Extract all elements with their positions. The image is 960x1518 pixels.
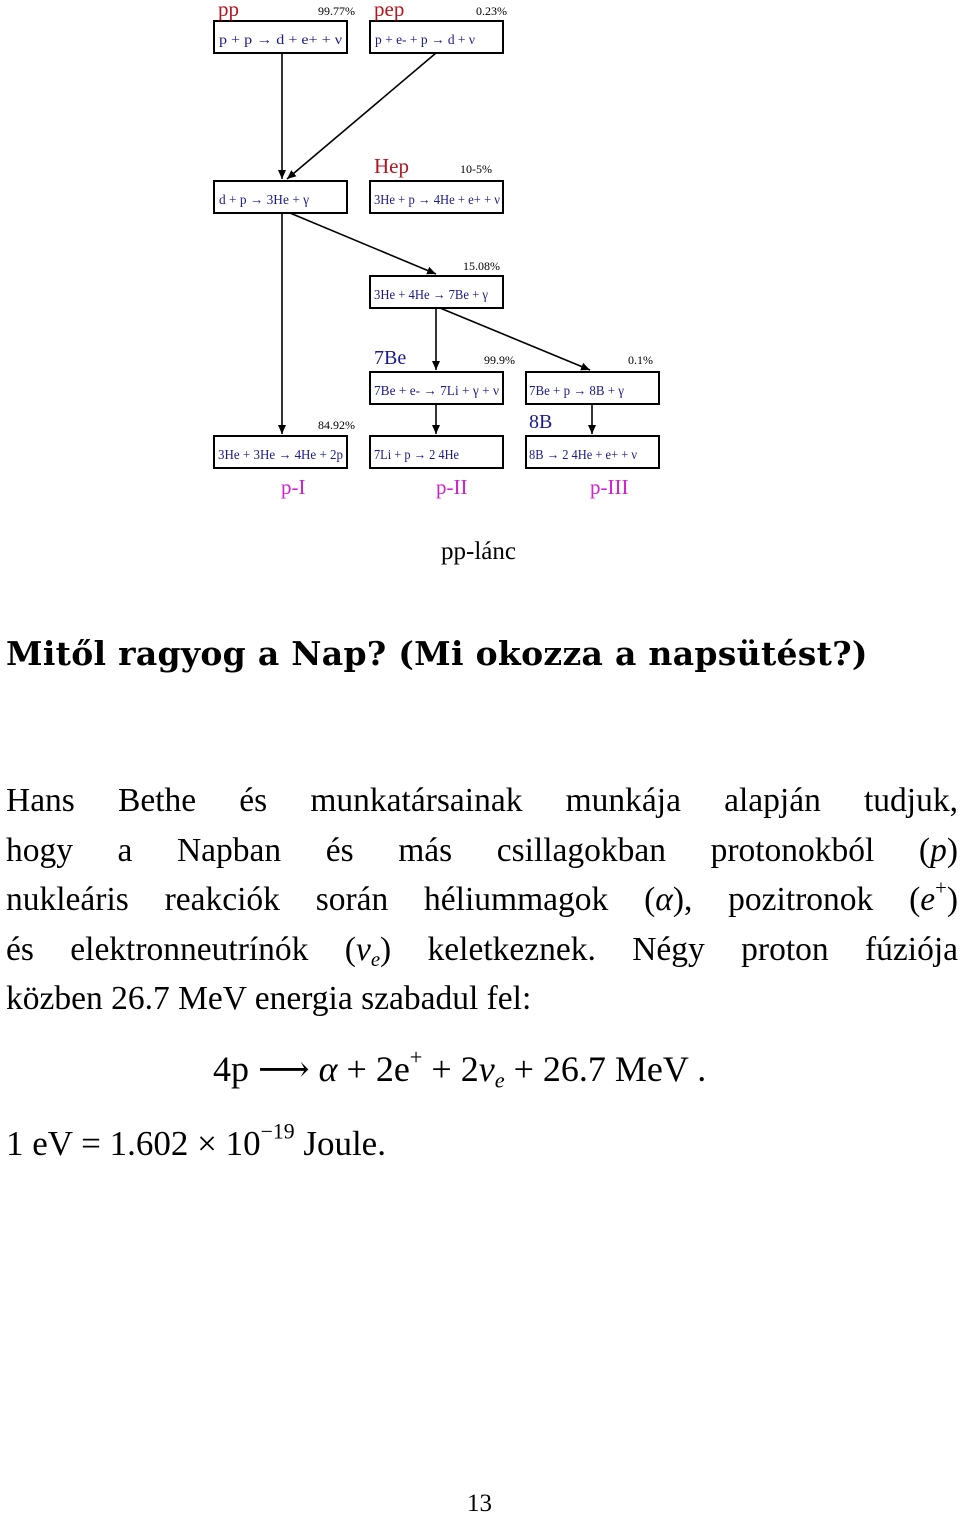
text-run: Hans Bethe és munkatársainak munkája alapján tudjuk,: [6, 782, 958, 819]
reaction-be7e: 7Be + e- → 7Li + γ + ν: [374, 384, 499, 399]
section-heading: Mitől ragyog a Nap? (Mi okozza a napsütést?): [6, 634, 868, 673]
paragraph-line: [6, 826, 958, 876]
paragraph-line: [6, 875, 958, 925]
exponent: −19: [260, 1119, 295, 1144]
text-run: ), pozitronok (: [672, 881, 921, 918]
label-be7: 7Be: [374, 347, 407, 369]
equation-text: + 2: [422, 1049, 479, 1089]
equation-text: + 2e: [337, 1049, 410, 1089]
text-run: nukleáris reakciók során héliummagok (: [6, 881, 656, 918]
positron-symbol: e: [920, 881, 936, 918]
text-run: hogy a Napban és más csillagokban protonokból (: [6, 831, 931, 869]
equation-lhs: 4p: [213, 1049, 258, 1089]
body-paragraph: [6, 776, 958, 1024]
reaction-li7p: 7Li + p → 2 4He: [374, 448, 459, 463]
subscript: e: [494, 1067, 505, 1093]
text-run: és elektronneutrínók (: [6, 930, 356, 968]
reaction-dp: d + p → 3He + γ: [219, 193, 309, 208]
label-hep: Hep: [374, 154, 409, 178]
ev-conversion: [6, 1119, 386, 1164]
alpha-symbol: α: [655, 881, 673, 918]
text-run: közben 26.7 MeV energia szabadul fel:: [6, 980, 532, 1017]
neutrino-symbol: ν: [355, 930, 371, 968]
paragraph-line: [6, 974, 958, 1024]
fusion-equation: [213, 1044, 707, 1093]
equation-rhs: + 26.7 MeV .: [504, 1049, 707, 1089]
arrow-dp-hep: [290, 213, 436, 274]
arrow-pep-dp: [287, 53, 436, 179]
label-b8: 8B: [529, 411, 553, 433]
superscript: +: [409, 1044, 423, 1070]
paragraph-line: [6, 776, 958, 826]
percent-pep: 0.23%: [476, 4, 507, 18]
text-run: ): [946, 831, 958, 869]
conversion-rhs: Joule.: [294, 1124, 386, 1163]
page-number: 13: [467, 1490, 492, 1517]
arrow-symbol: ⟶: [258, 1049, 310, 1089]
percent-he3he3: 84.92%: [318, 418, 355, 432]
pp-chain-diagram: [0, 0, 960, 520]
paragraph-line: [6, 925, 958, 975]
reaction-he3he3: 3He + 3He → 4He + 2p: [218, 448, 343, 463]
reaction-he3he4: 3He + 4He → 7Be + γ: [374, 288, 488, 303]
proton-symbol: p: [930, 831, 947, 869]
percent-hep: 10-5%: [460, 162, 492, 176]
superscript: +: [935, 876, 947, 900]
figure-caption: pp-lánc: [441, 538, 516, 565]
percent-he3he4: 15.08%: [463, 259, 500, 273]
percent-be7p: 0.1%: [628, 353, 653, 367]
percent-pp: 99.77%: [318, 4, 355, 18]
reaction-b8: 8B → 2 4He + e+ + ν: [529, 448, 637, 463]
chain-label-p-ii: p-II: [436, 475, 468, 499]
arrow-he3he4-be7p: [440, 308, 590, 370]
chain-label-p-i: p-I: [281, 475, 306, 499]
reaction-hep: 3He + p → 4He + e+ + ν: [374, 193, 500, 208]
text-run: ): [946, 881, 958, 918]
subscript: e: [370, 947, 381, 971]
conversion-lhs: 1 eV = 1.602 × 10: [6, 1124, 261, 1163]
label-pep: pep: [374, 0, 405, 21]
label-pp: pp: [218, 0, 239, 21]
chain-label-p-iii: p-III: [590, 475, 629, 499]
reaction-pp: p + p → d + e+ + ν: [219, 33, 342, 48]
percent-be7: 99.9%: [484, 353, 515, 367]
reaction-be7p: 7Be + p → 8B + γ: [529, 384, 624, 399]
alpha-symbol: α: [318, 1049, 338, 1089]
reaction-pep: p + e- + p → d + ν: [375, 33, 475, 48]
text-run: ) keletkeznek. Négy proton fúziója: [380, 930, 958, 968]
neutrino-symbol: ν: [478, 1049, 495, 1089]
